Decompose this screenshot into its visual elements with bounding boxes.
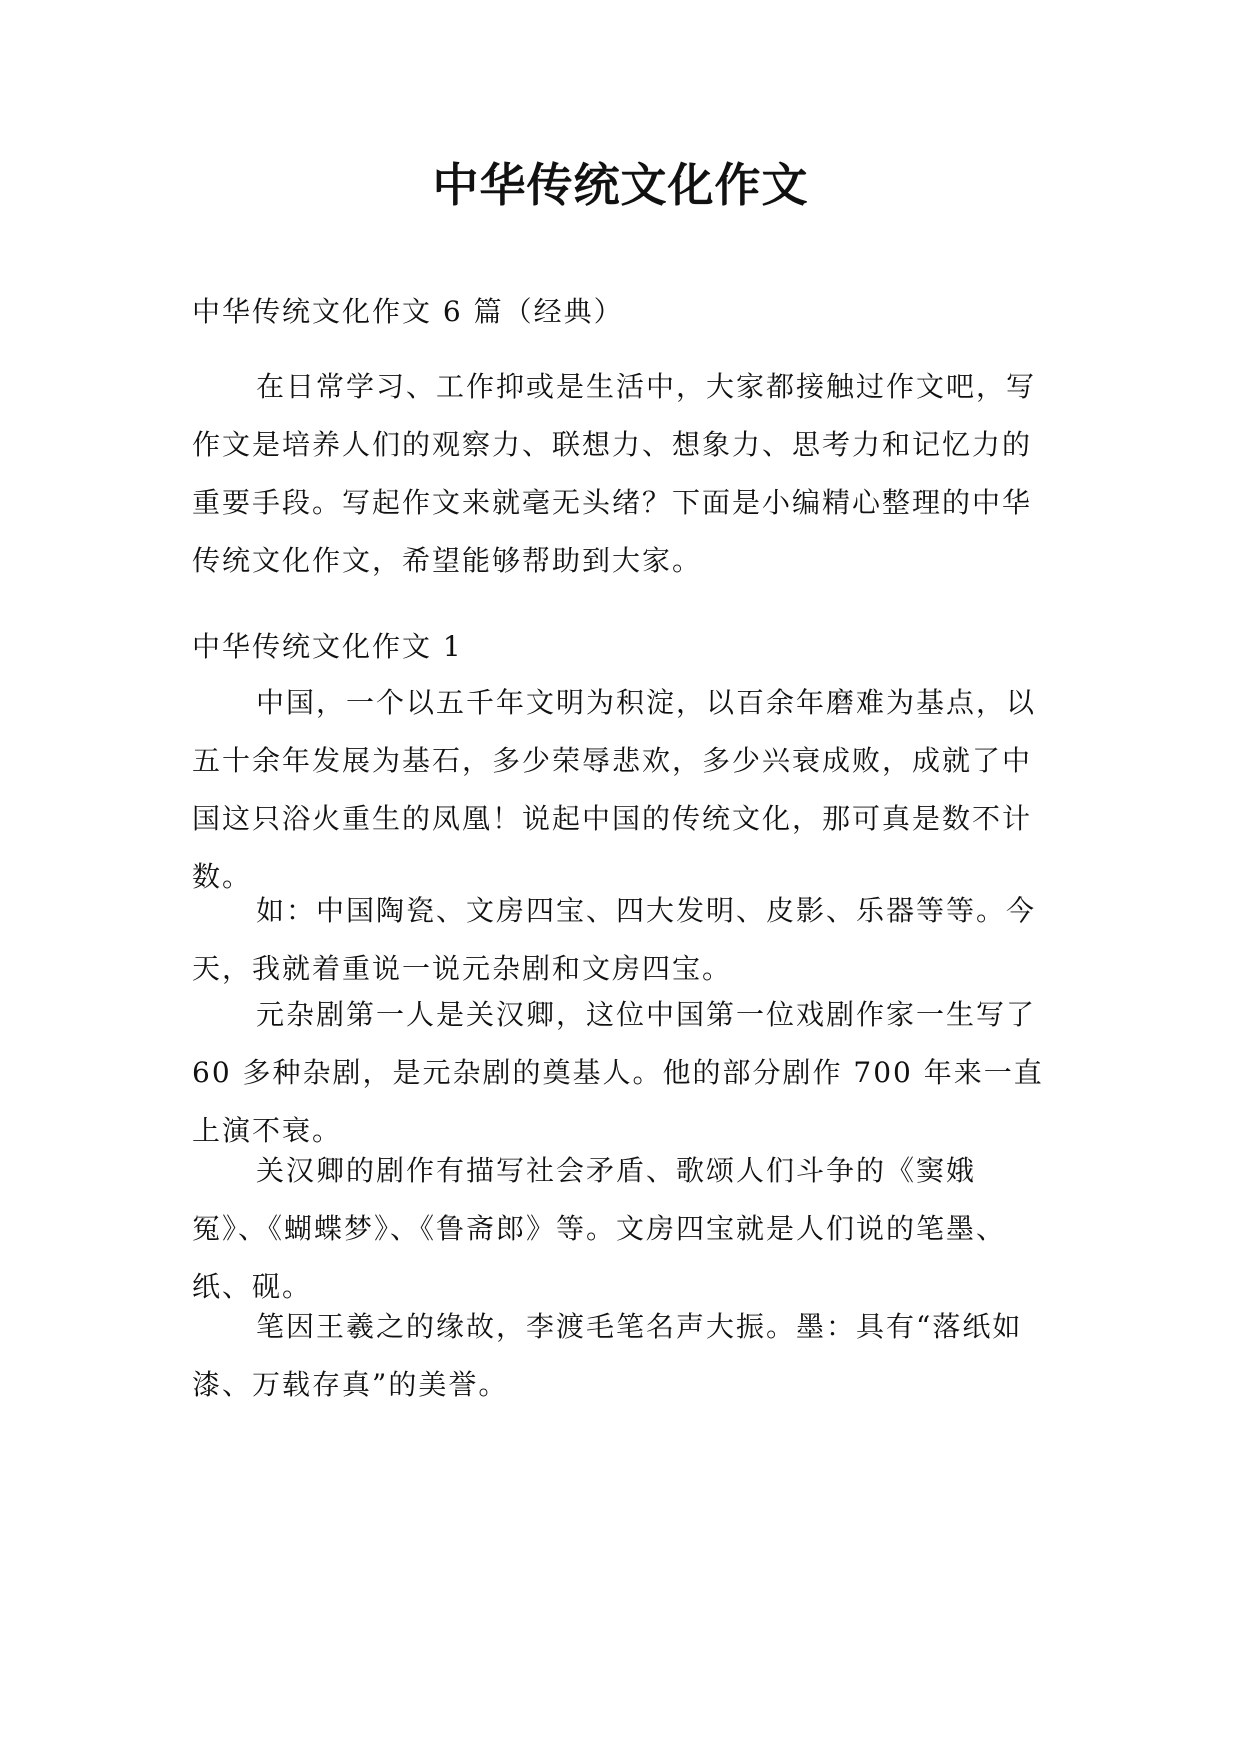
document-title: 中华传统文化作文 bbox=[432, 158, 809, 212]
section-heading: 中华传统文化作文 1 bbox=[192, 630, 463, 663]
body-paragraph: 元杂剧第一人是关汉卿，这位中国第一位戏剧作家一生写了 60 多种杂剧，是元杂剧的奠基人。他的部分剧作 700 年来一直上演不衰。 bbox=[192, 998, 1044, 1147]
body-paragraph: 关汉卿的剧作有描写社会矛盾、歌颂人们斗争的《窦娥冤》、《蝴蝶梦》、《鲁斋郎》等。文房四宝就是人们说的笔墨、纸、砚。 bbox=[192, 1154, 1007, 1303]
document-subtitle: 中华传统文化作文 6 篇（经典） bbox=[192, 295, 624, 328]
intro-paragraph: 在日常学习、工作抑或是生活中，大家都接触过作文吧，写作文是培养人们的观察力、联想力、想象力、思考力和记忆力的重要手段。写起作文来就毫无头绪？下面是小编精心整理的中华传统文化作文，希望能够帮助到大家。 bbox=[192, 370, 1037, 577]
body-paragraph: 笔因王羲之的缘故，李渡毛笔名声大振。墨：具有“落纸如漆、万载存真”的美誉。 bbox=[192, 1310, 1023, 1401]
body-paragraph: 中国，一个以五千年文明为积淀，以百余年磨难为基点，以五十余年发展为基石，多少荣辱悲欢，多少兴衰成败，成就了中国这只浴火重生的凤凰！说起中国的传统文化，那可真是数不计数。 bbox=[192, 686, 1037, 893]
body-paragraph: 如：中国陶瓷、文房四宝、四大发明、皮影、乐器等等。今天，我就着重说一说元杂剧和文房四宝。 bbox=[192, 894, 1037, 985]
